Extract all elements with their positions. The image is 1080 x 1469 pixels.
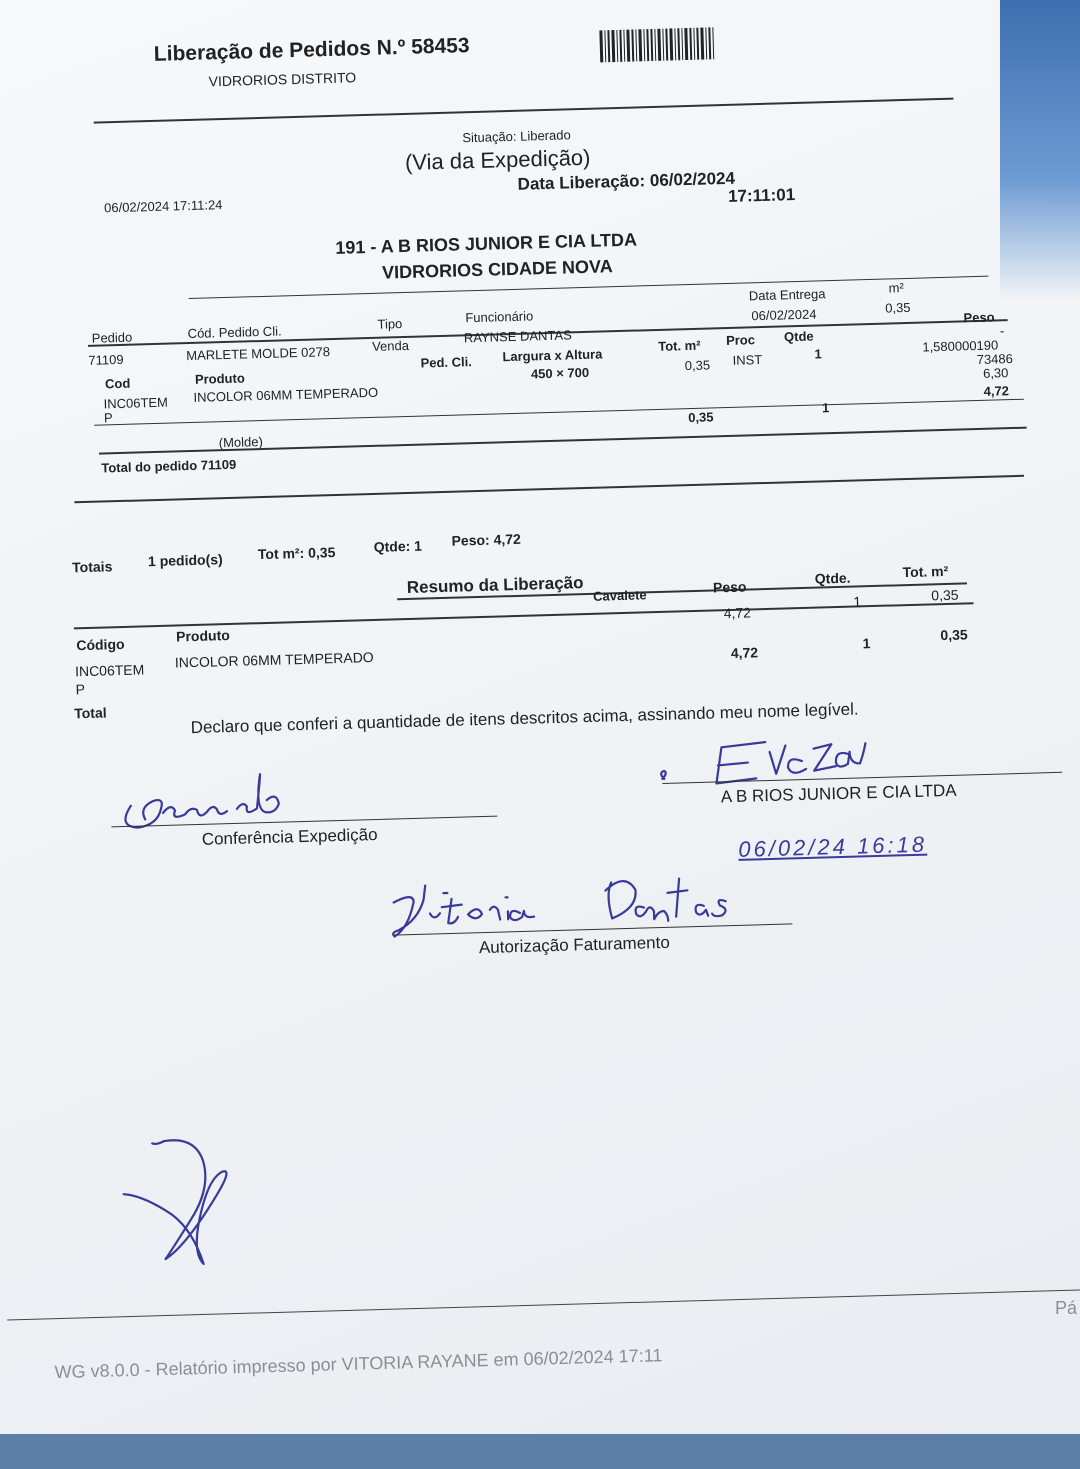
summary-peso-header: Peso xyxy=(712,578,747,596)
summary-cavalete-header: Cavalete xyxy=(592,587,647,604)
barcode xyxy=(599,27,714,62)
client-signature xyxy=(651,724,913,791)
order-tipo: Venda xyxy=(371,337,410,354)
m2-label: m² xyxy=(888,280,905,296)
handwritten-date: 06/02/24 16:18 xyxy=(737,831,928,862)
totais-pedidos: 1 pedido(s) xyxy=(147,551,223,570)
item-dimensions: 450 × 700 xyxy=(530,364,590,382)
summary-produto-header: Produto xyxy=(175,627,230,645)
totais-m2: Tot m²: 0,35 xyxy=(257,544,336,563)
order-data-entrega: 06/02/2024 xyxy=(751,306,817,324)
summary-total-peso: 4,72 xyxy=(730,644,759,662)
declaration: Declaro que conferi a quantidade de itens descritos acima, assinando meu nome legível. xyxy=(190,699,859,738)
item-qtde: 1 xyxy=(814,346,822,362)
conferencia-label: Conferência Expedição xyxy=(201,824,378,849)
item-sub-qtde: 1 xyxy=(821,400,830,416)
item-tot-m2: 0,35 xyxy=(684,357,711,374)
item-proc-header: Proc xyxy=(725,332,756,349)
order-pedido: 71109 xyxy=(88,351,124,368)
item-peso-header: Peso xyxy=(963,309,995,326)
summary-tot-m2-header: Tot. m² xyxy=(902,562,949,581)
client-line1: 191 - A B RIOS JUNIOR E CIA LTDA xyxy=(335,229,638,258)
bottom-signature-mark xyxy=(112,1131,256,1285)
summary-title: Resumo da Liberação xyxy=(406,573,584,598)
printed-at: 06/02/2024 17:11:24 xyxy=(103,197,223,216)
item-peso-a: 1,580000190 xyxy=(922,337,999,355)
footer-printed-by: WG v8.0.0 - Relatório impresso por VITORIA RAYANE em 06/02/2024 17:11 xyxy=(54,1345,663,1383)
client-rule xyxy=(189,276,989,299)
item-peso-total: 4,72 xyxy=(983,383,1010,399)
funcionario-header: Funcionário xyxy=(465,308,534,326)
item-qtde-header: Qtde xyxy=(783,328,814,345)
company-name: VIDRORIOS DISTRITO xyxy=(208,69,357,90)
header-rule xyxy=(94,98,954,124)
data-entrega-label: Data Entrega xyxy=(748,286,826,304)
item-sub-m2: 0,35 xyxy=(688,409,714,426)
footer-rule xyxy=(7,1289,1080,1321)
pedido-header: Pedido xyxy=(91,329,133,346)
totais-qtde: Qtde: 1 xyxy=(373,537,423,555)
summary-qtde-header: Qtde. xyxy=(814,569,851,587)
summary-row-tot-m2: 0,35 xyxy=(931,586,959,604)
item-cod-line2: P xyxy=(103,410,113,426)
data-liberacao: Data Liberação: 06/02/2024 xyxy=(517,168,736,194)
footer-page: Pá xyxy=(1055,1298,1078,1318)
hora-liberacao: 17:11:01 xyxy=(727,185,796,206)
item-produto: INCOLOR 06MM TEMPERADO xyxy=(193,384,379,405)
summary-codigo-header: Código xyxy=(76,635,125,654)
summary-total-qtde: 1 xyxy=(862,635,871,652)
cod-pedido-cli-header: Cód. Pedido Cli. xyxy=(187,323,282,342)
totais-label: Totais xyxy=(71,558,113,576)
client-line2: VIDRORIOS CIDADE NOVA xyxy=(381,256,613,283)
situacao: Situação: Liberado xyxy=(462,127,571,146)
item-peso-c: 6,30 xyxy=(982,365,1009,381)
summary-row-codigo-line2: P xyxy=(75,681,86,698)
item-tot-m2-header: Tot. m² xyxy=(658,337,701,354)
summary-row-codigo-line1: INC06TEM xyxy=(74,661,145,680)
document-title: Liberação de Pedidos N.º 58453 xyxy=(153,34,470,66)
summary-header-rule xyxy=(74,602,974,629)
summary-total-tot-m2: 0,35 xyxy=(940,626,968,644)
order-funcionario: RAYNSE DANTAS xyxy=(463,327,572,346)
item-produto-header: Produto xyxy=(194,370,245,387)
item-molde: (Molde) xyxy=(218,434,264,451)
section-rule xyxy=(74,475,1024,503)
autorizacao-label: Autorização Faturamento xyxy=(478,932,671,958)
tipo-header: Tipo xyxy=(377,316,403,332)
summary-total-label: Total xyxy=(74,704,107,722)
totais-peso: Peso: 4,72 xyxy=(451,530,522,549)
client-signature-label: A B RIOS JUNIOR E CIA LTDA xyxy=(720,780,957,807)
item-cod-header: Cod xyxy=(104,375,131,392)
summary-row-produto: INCOLOR 06MM TEMPERADO xyxy=(174,648,374,671)
item-peso-b: 73486 xyxy=(976,351,1014,368)
summary-row-peso: 4,72 xyxy=(723,604,752,622)
via: (Via da Expedição) xyxy=(404,144,591,175)
item-dash: - xyxy=(999,323,1005,339)
order-m2: 0,35 xyxy=(885,299,911,316)
order-cod-cli: MARLETE MOLDE 0278 xyxy=(186,344,331,364)
item-largura-altura-header: Largura x Altura xyxy=(502,346,603,365)
item-proc: INST xyxy=(732,352,763,368)
summary-row-qtde: 1 xyxy=(853,593,862,610)
order-total-label: Total do pedido 71109 xyxy=(101,456,237,476)
item-ped-cli-header: Ped. Cli. xyxy=(420,354,473,371)
item-cod-line1: INC06TEM xyxy=(103,394,169,412)
